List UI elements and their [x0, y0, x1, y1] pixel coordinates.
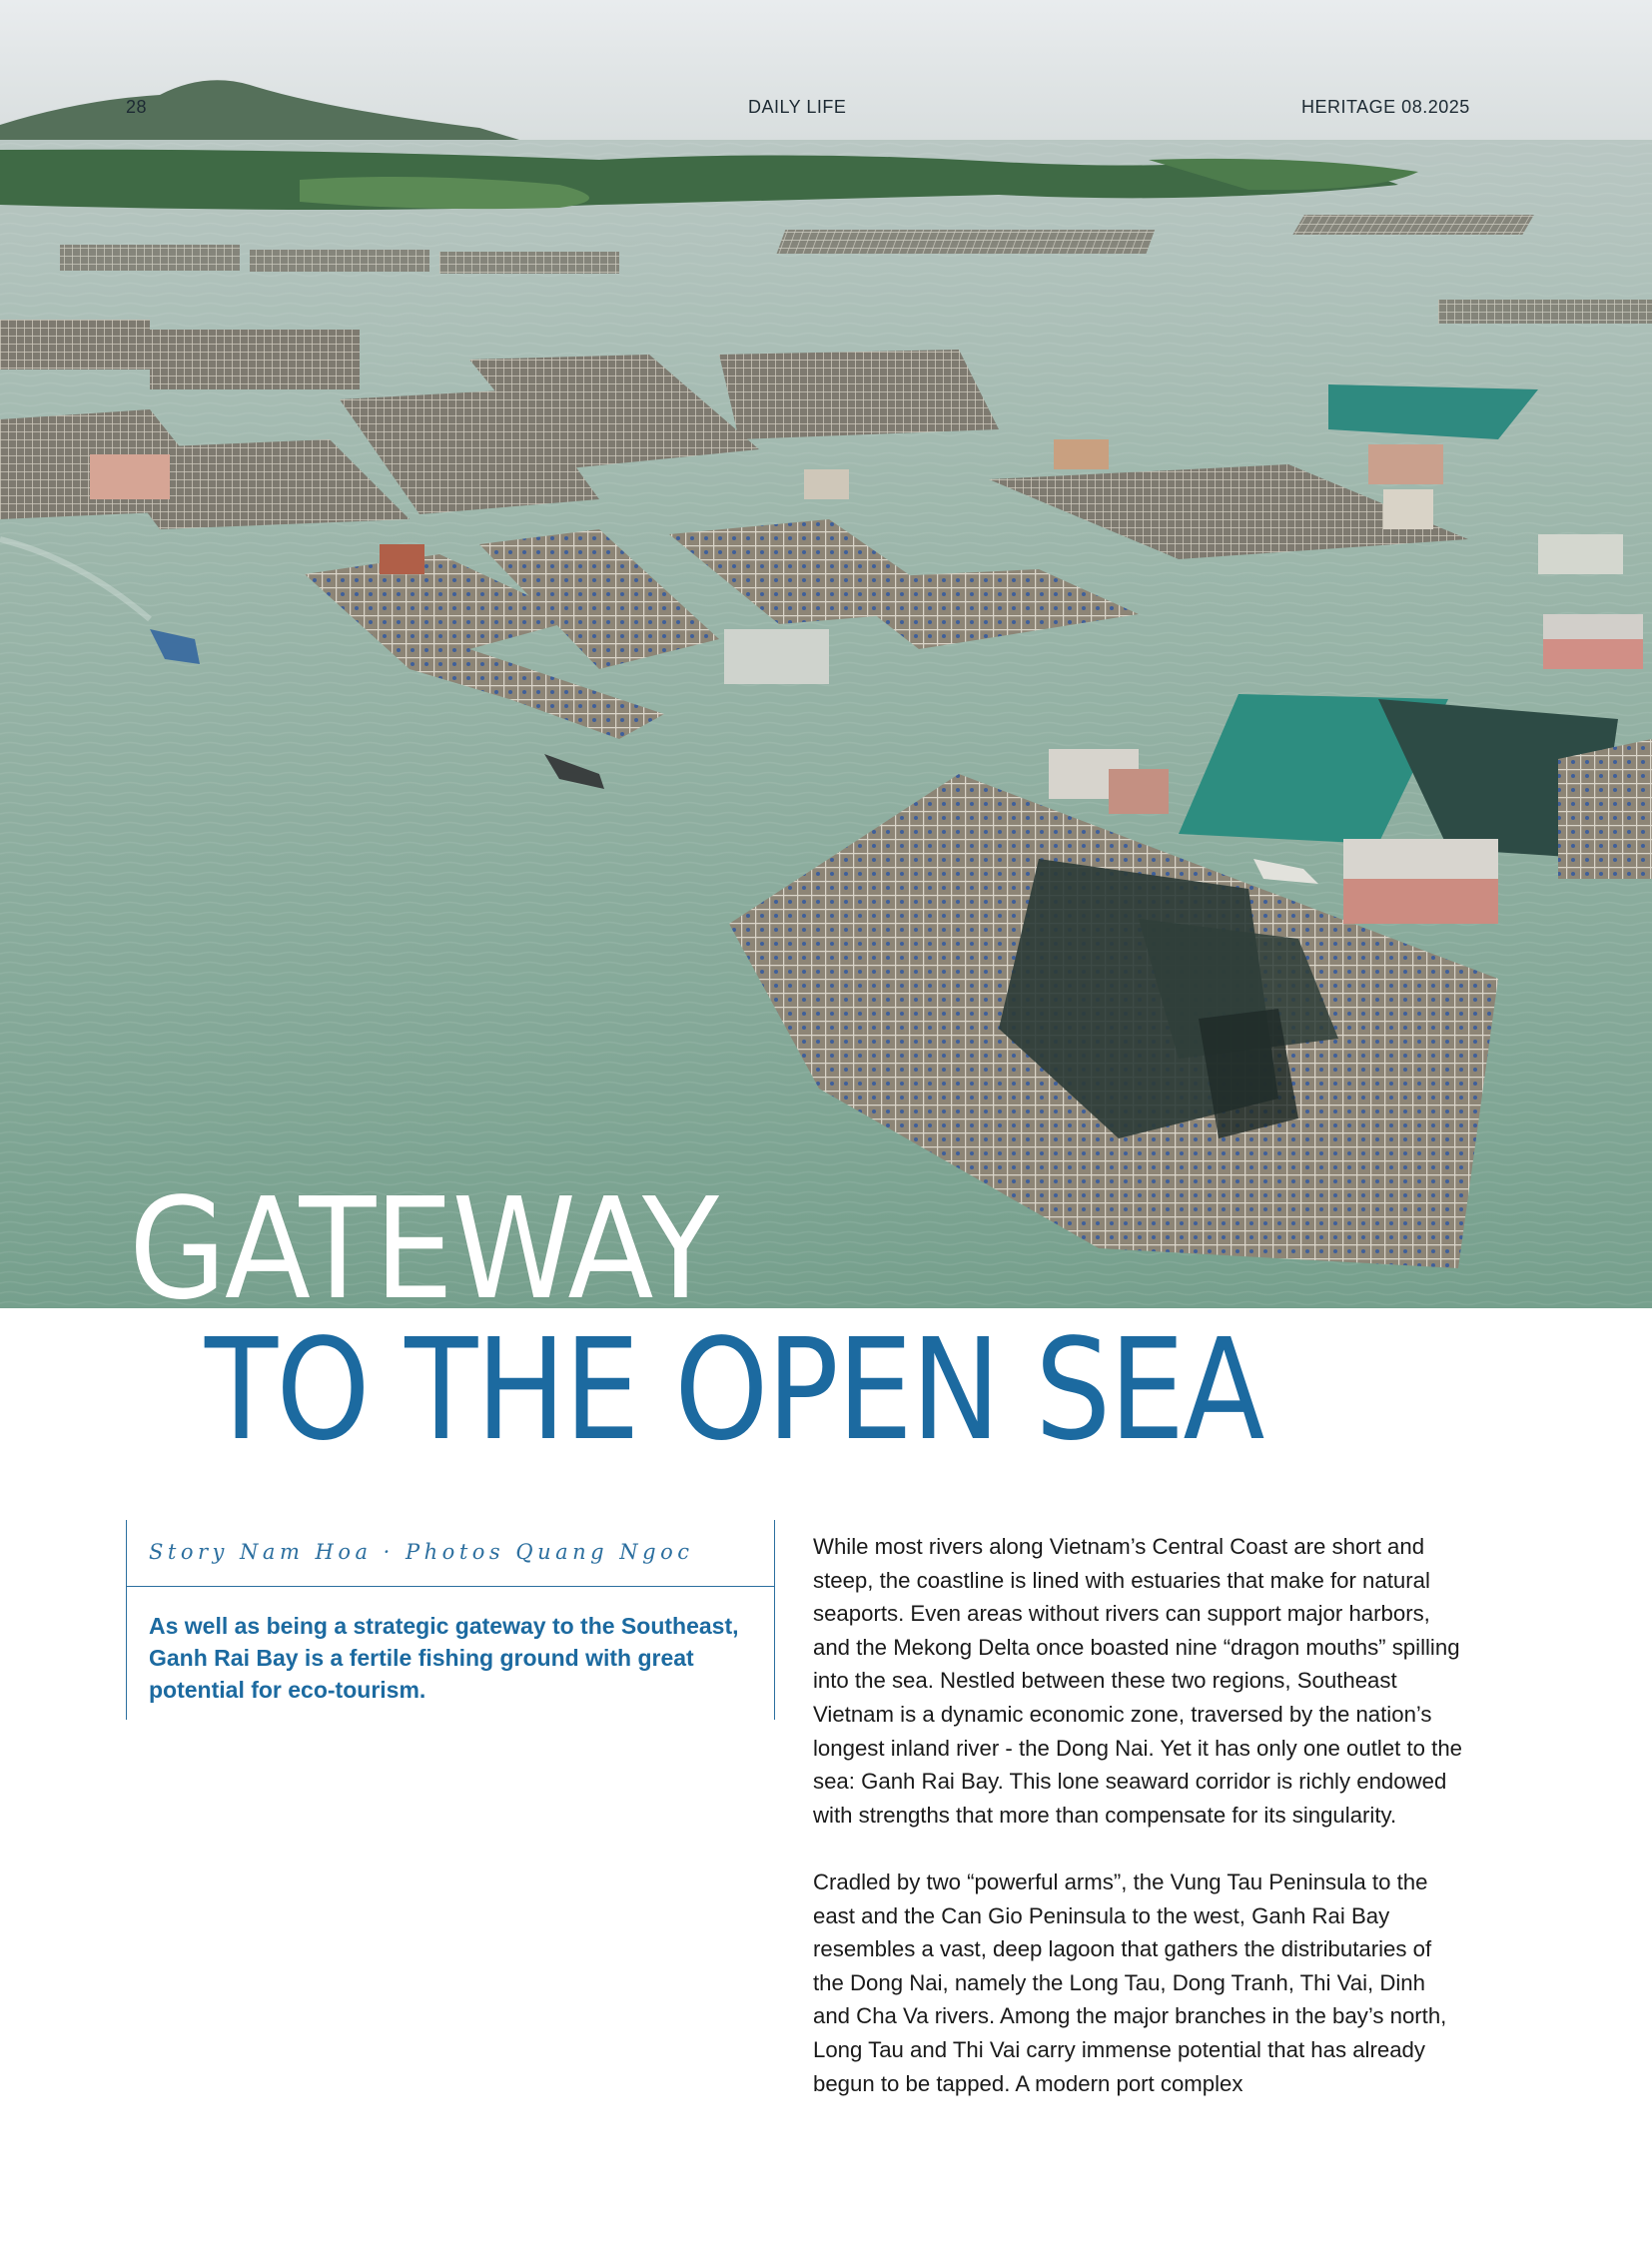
divider [127, 1586, 774, 1587]
headline-line-2: TO THE OPEN SEA [205, 1309, 1263, 1472]
standfirst: As well as being a strategic gateway to the Southeast, Ganh Rai Bay is a fertile fishing ground with great potential for eco-tourism. [149, 1613, 739, 1703]
issue-label: HERITAGE 08.2025 [1301, 97, 1470, 117]
byline: Story Nam Hoa · Photos Quang Ngoc [149, 1540, 694, 1564]
intro-box [126, 1520, 775, 1720]
section-label: DAILY LIFE [748, 97, 847, 117]
body-paragraph: Cradled by two “powerful arms”, the Vung Tau Peninsula to the east and the Can Gio Peninsula to the west, Ganh Rai Bay resembles a vast, deep lagoon that gathers the distributaries of the Dong Nai, namely the Long Tau, Dong Tranh, Thi Vai, Dinh and Cha Va rivers. Among the major branches in the bay’s north, Long Tau and Thi Vai carry immense potential that has already begun to be tapped. A modern port complex [813, 1868, 1447, 2096]
page-number: 28 [126, 97, 148, 117]
headline-line-1: GATEWAY [129, 1168, 718, 1331]
article-body [813, 1530, 1462, 2134]
body-paragraph: While most rivers along Vietnam’s Central Coast are short and steep, the coastline is lined with estuaries that make for natural seaports. Even areas without rivers can support major harbors, and the Mekong Delta once boasted nine “dragon mouths” spilling into the sea. Nestled between these two regions, Southeast Vietnam is a dynamic economic zone, traversed by the nation’s longest inland river - the Dong Nai. Yet it has only one outlet to the sea: Ganh Rai Bay. This lone seaward corridor is richly endowed with strengths that more than compensate for its singularity. [813, 1534, 1463, 1828]
